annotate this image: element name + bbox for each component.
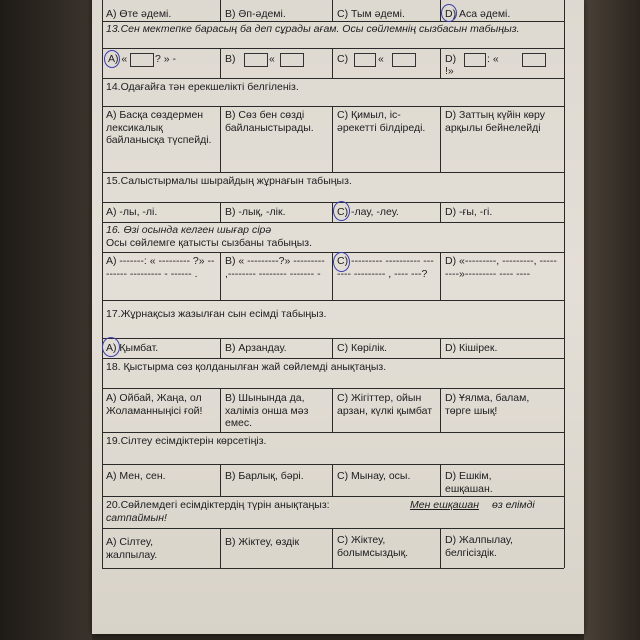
divider [220,464,221,496]
q13-option-d-suffix: !» [445,65,454,77]
border-left [102,0,103,568]
q17-option-b[interactable]: B) Арзандау. [225,342,287,354]
q19-option-a[interactable]: A) Мен, сен. [106,470,166,482]
divider [102,358,564,359]
divider [102,464,564,465]
divider [220,388,221,432]
q14-option-d[interactable]: D) Заттың күйін көру арқылы бейнелейді [445,109,545,134]
q12-option-c[interactable]: C) Тым әдемі. [337,8,405,20]
q16-option-c[interactable]: C) --------- ---------- ------- --------- , ---- ---? [337,255,434,280]
divider [440,202,441,222]
divider [332,338,333,358]
q15-option-b[interactable]: B) -лық, -лік. [225,206,286,218]
q13-question: 13.Сен мектепке барасың ба деп сұрады ағам. Осы сөйлемнің сызбасын табыңыз. [106,23,520,35]
q16-line1: 16. Өзі осында келген шығар сірә [106,224,272,236]
q14-question: 14.Одағайға тән ерекшелікті белгіленіз. [106,81,299,93]
q14-option-c[interactable]: C) Қимыл, іс-әрекетті білдіреді. [337,109,426,134]
scheme-box [522,53,546,67]
divider [332,388,333,432]
q16-option-a[interactable]: A) -------: « --------- ?» -------- --------- - ------ . [106,255,215,280]
q12-option-a[interactable]: A) Өте әдемі. [106,8,172,20]
divider [220,48,221,78]
q20-option-a[interactable]: A) Сілтеу, жалпылау. [106,536,158,561]
q13-option-c-mid: « [378,53,384,65]
q18-option-b[interactable]: B) Шынында да, халіміз онша мәз емес. [225,392,309,429]
scheme-box [354,53,376,67]
q13-option-d-mid: : « [487,53,499,65]
divider [332,106,333,172]
divider [102,222,564,223]
q13-option-b-mid: « [269,53,275,65]
pen-circle-mark [333,201,350,221]
q13-option-b-prefix[interactable]: B) [225,53,236,65]
q19-question: 19.Сілтеу есімдіктерін көрсетіңіз. [106,435,267,447]
q15-option-c[interactable]: C) -лау, -леу. [337,206,399,218]
q13-option-a-suffix: ? » - [155,53,177,65]
q18-option-d[interactable]: D) Ұялма, балам, төрге шық! [445,392,530,417]
pen-circle-mark [333,252,350,272]
scheme-box [280,53,304,67]
q16-line2: Осы сөйлемге қатысты сызбаны табыңыз. [106,237,312,249]
scheme-box [392,53,416,67]
divider [102,388,564,389]
pen-circle-mark [104,50,120,68]
q13-option-c-prefix[interactable]: C) [337,53,349,65]
divider [102,202,564,203]
border-right [564,0,565,568]
q13-option-a-prefix[interactable]: A) « [108,53,128,65]
scheme-box [244,53,268,67]
divider [220,202,221,222]
pen-circle-mark [102,337,120,357]
divider [220,252,221,300]
divider [102,300,564,301]
divider [440,388,441,432]
divider [102,496,564,497]
divider [102,21,564,22]
desk-left [0,0,92,640]
divider [102,568,564,569]
divider [440,338,441,358]
q19-option-c[interactable]: C) Мынау, осы. [337,470,411,482]
divider [440,252,441,300]
divider [102,106,564,107]
divider [220,106,221,172]
q14-option-b[interactable]: B) Сөз бен сөзді байланыстырады. [225,109,314,134]
divider [332,464,333,496]
q20-underlined-phrase: Мен ешқашан [410,499,479,511]
divider [440,464,441,496]
divider [332,0,333,21]
divider [440,106,441,172]
q14-option-a[interactable]: A) Басқа сөздермен лексикалық байланысқа түспейді. [106,109,212,146]
divider [332,528,333,568]
q18-question: 18. Қыстырма сөз қолданылған жай сөйлемді анықтаңыз. [106,361,387,373]
divider [220,528,221,568]
divider [102,252,564,253]
scheme-box [130,53,154,67]
divider [220,0,221,21]
q18-option-a[interactable]: A) Ойбай, Жаңа, ол Жоламанныңісі ғой! [106,392,203,417]
q13-option-d-prefix[interactable]: D) [445,53,457,65]
divider [102,528,564,529]
q15-option-a[interactable]: A) -лы, -лі. [106,206,158,218]
divider [440,48,441,78]
q20-question-end: өз елімді [492,499,535,511]
q17-option-d[interactable]: D) Кішірек. [445,342,498,354]
q18-option-c[interactable]: C) Жігіттер, ойын арзан, күлкі қымбат [337,392,433,417]
divider [102,78,564,79]
divider [440,528,441,568]
q15-question: 15.Салыстырмалы шырайдың жұрнағын табыңыз. [106,175,352,187]
divider [102,172,564,173]
q19-option-d[interactable]: D) Ешкім, ешқашан. [445,470,493,495]
test-sheet [92,0,584,634]
divider [102,48,564,49]
q12-option-d[interactable]: D) Аса әдемі. [445,8,511,20]
q15-option-d[interactable]: D) -ғы, -гі. [445,206,493,218]
divider [102,432,564,433]
scheme-box [464,53,486,67]
q16-option-b[interactable]: B) « ---------?» --------- ,-------- -------- ------- - [225,255,325,280]
pen-circle-mark [441,4,457,22]
divider [332,48,333,78]
q17-question: 17.Жұрнақсыз жазылған сын есімді табыңыз. [106,308,327,320]
q20-option-c[interactable]: C) Жіктеу, болымсыздық. [337,534,409,559]
q20-option-b[interactable]: B) Жіктеу, өздік [225,536,300,548]
q16-option-d[interactable]: D) «---------, ---------, ---------»--------- ---- ---- [445,255,557,280]
q20-question-line2: сатпаймын! [106,512,167,524]
desk-right [584,0,640,640]
q17-option-c[interactable]: C) Көрілік. [337,342,388,354]
divider [220,338,221,358]
q20-option-d[interactable]: D) Жалпылау, белгісіздік. [445,534,513,559]
divider [102,338,564,339]
q17-option-a[interactable]: A) Қымбат. [106,342,159,354]
q20-question-start: 20.Сөйлемдегі есімдіктердің түрін анықтаңыз: [106,499,330,511]
q19-option-b[interactable]: B) Барлық, бәрі. [225,470,304,482]
q12-option-b[interactable]: B) Әп-әдемі. [225,8,286,20]
